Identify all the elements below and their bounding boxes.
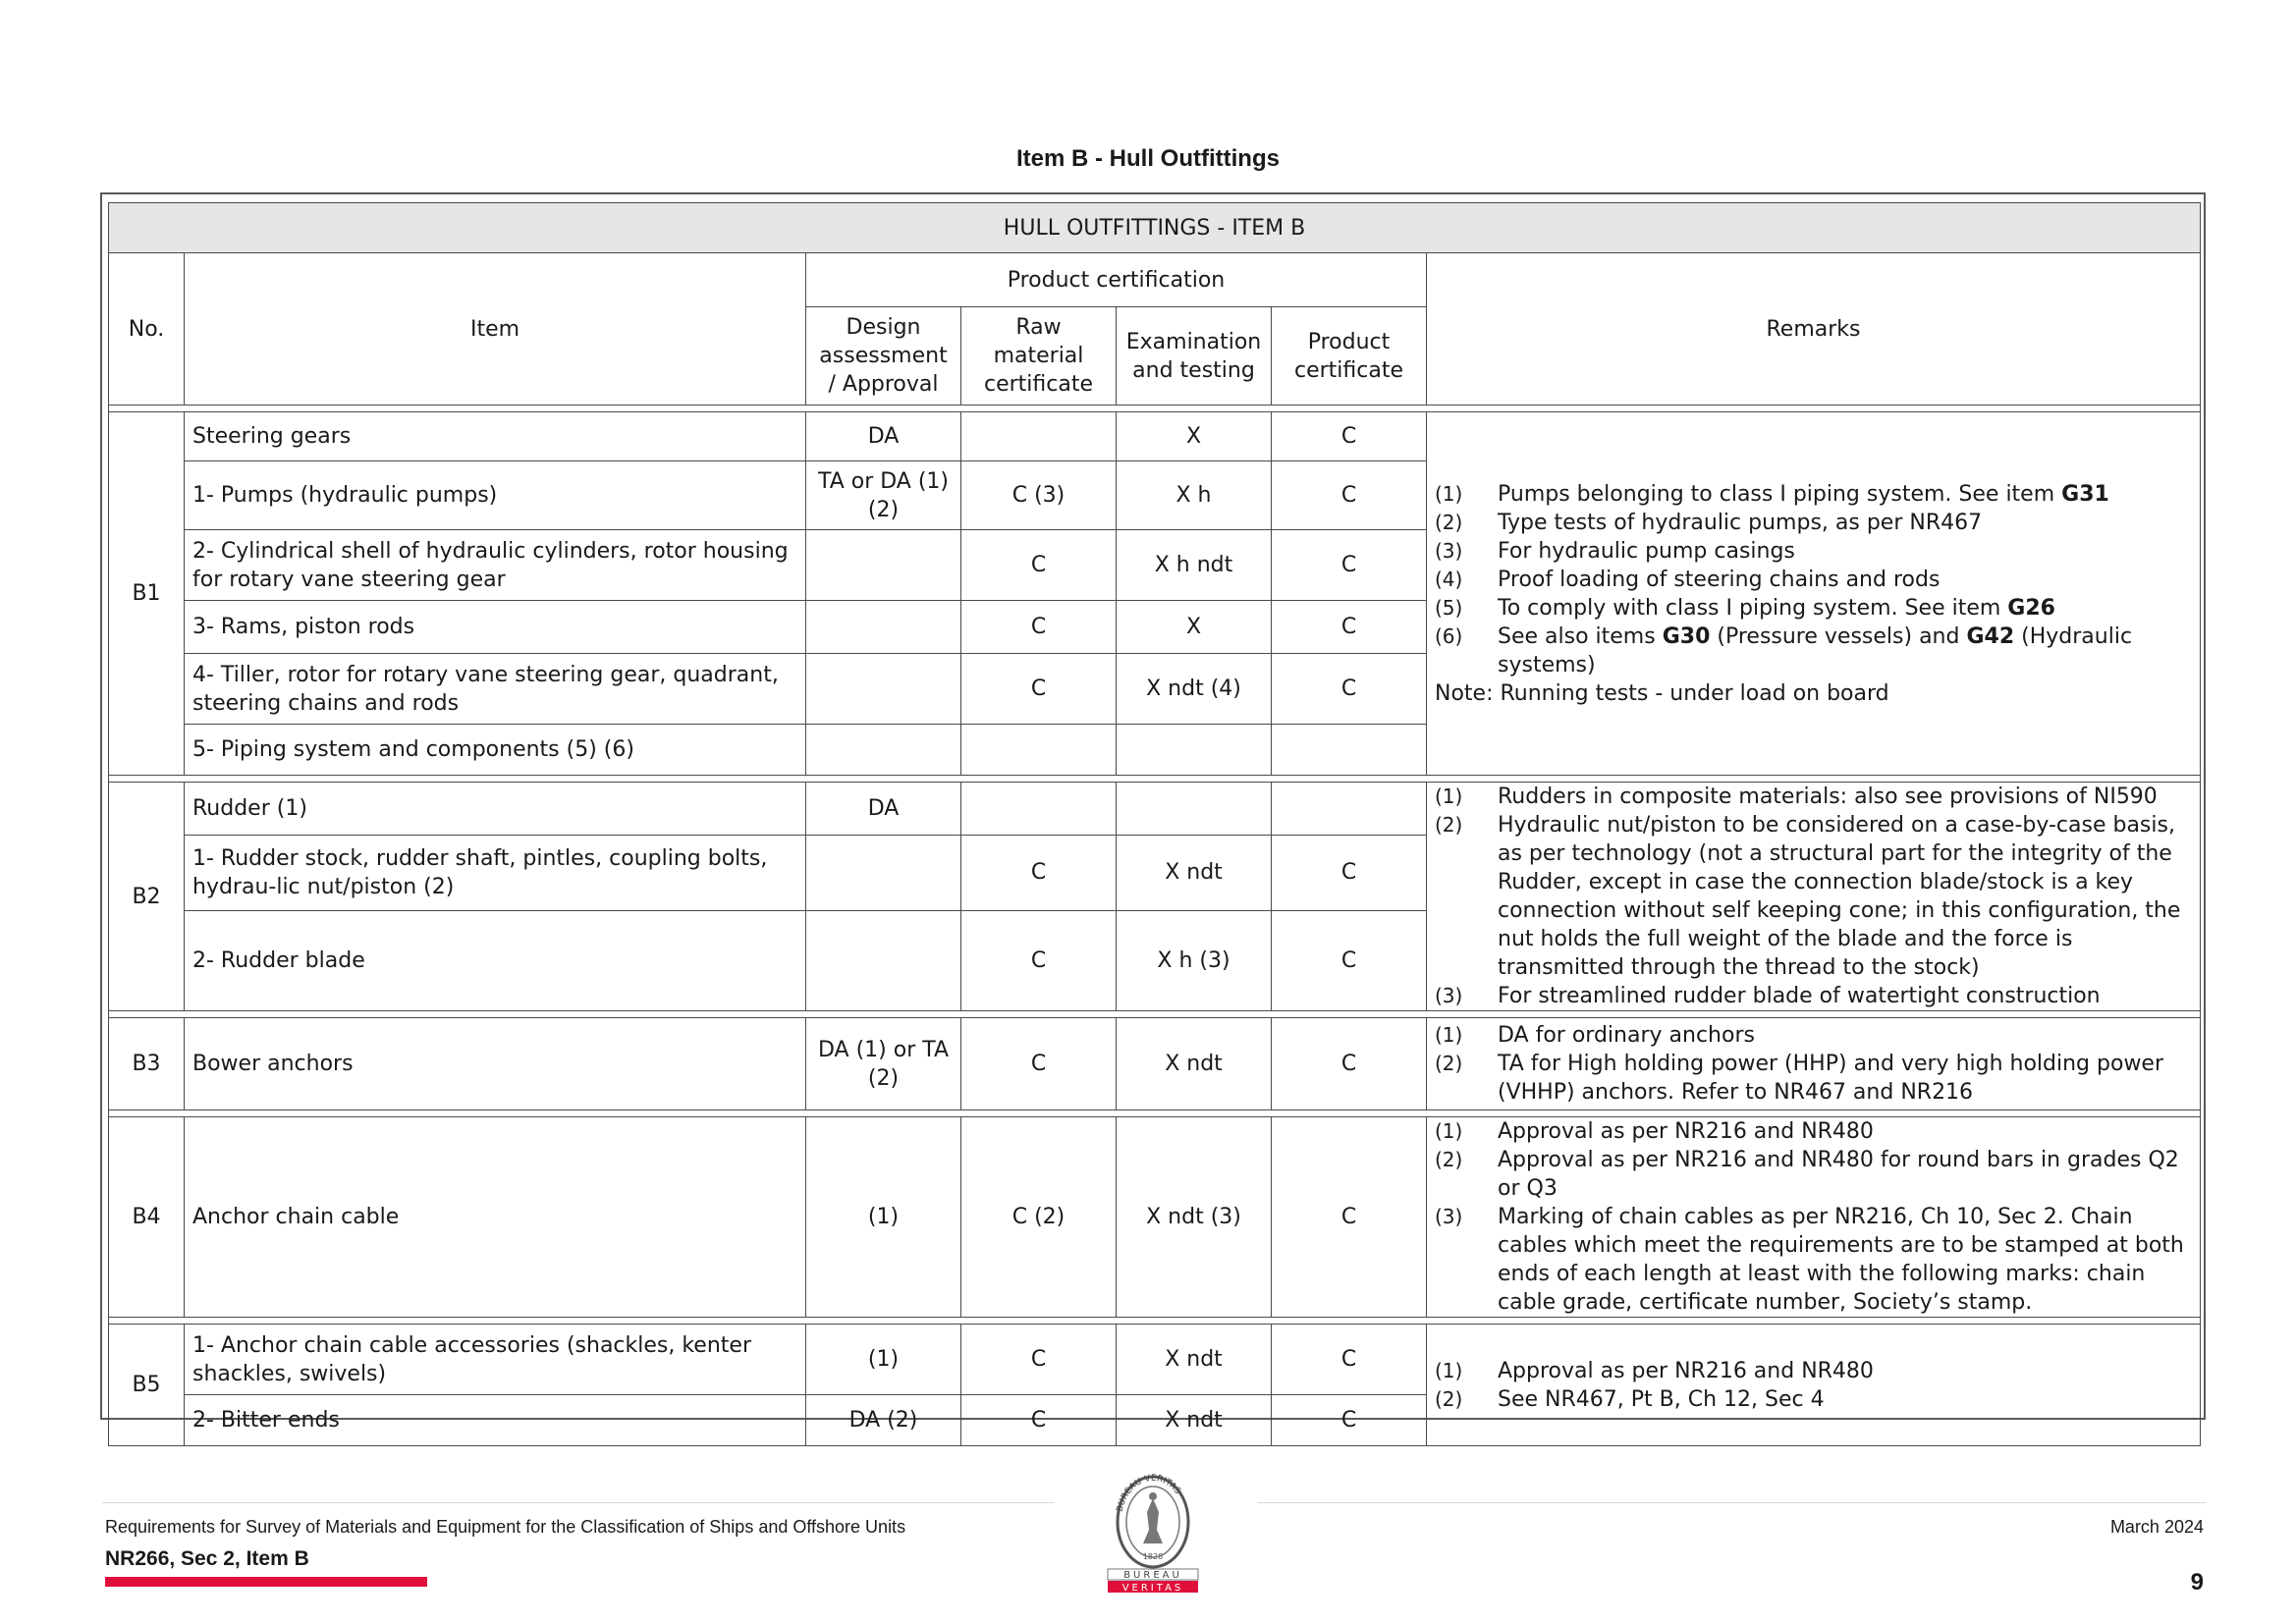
remark-line [1435, 537, 2192, 566]
group-number: B1 [109, 412, 185, 776]
exam-cell: X h [1117, 461, 1272, 530]
remark-text: (Pressure vessels) and [1710, 623, 1967, 649]
remark-number: (2) [1435, 510, 1463, 534]
cert-cell: C [1272, 835, 1427, 910]
remark-line [1435, 1021, 2192, 1050]
remark-text: (Hydraulic systems) [1498, 623, 2133, 677]
design-cell [806, 601, 961, 654]
remarks-b4 [1427, 1117, 2201, 1318]
item-cell: Anchor chain cable [185, 1117, 806, 1318]
exam-cell: X ndt [1117, 1395, 1272, 1446]
cert-cell: C [1272, 461, 1427, 530]
remark-ref: G31 [2061, 481, 2109, 507]
remark-line [1435, 1146, 2192, 1203]
exam-cell: X [1117, 412, 1272, 461]
design-cell [806, 654, 961, 725]
remark-text: Approval as per NR216 and NR480 [1498, 1119, 1874, 1144]
remark-ref: G30 [1662, 623, 1711, 649]
raw-cell: C [961, 530, 1117, 601]
cert-cell: C [1272, 1117, 1427, 1318]
remark-text: Approval as per NR216 and NR480 [1498, 1358, 1874, 1383]
group-number: B4 [109, 1117, 185, 1318]
remark-line [1435, 783, 2192, 811]
design-cell: DA (2) [806, 1395, 961, 1446]
remark-line [1435, 1385, 2192, 1414]
cert-cell [1272, 783, 1427, 836]
remark-number: (3) [1435, 1205, 1463, 1228]
raw-cell: C [961, 910, 1117, 1010]
design-cell: (1) [806, 1325, 961, 1395]
remark-line [1435, 811, 2192, 982]
cert-cell: C [1272, 1018, 1427, 1110]
header-no: No. [109, 253, 185, 406]
remark-text: Approval as per NR216 and NR480 for round bars in grades Q2 or Q3 [1498, 1148, 2179, 1201]
remark-number: (5) [1435, 595, 1463, 620]
header-examination: Examination and testing [1117, 307, 1272, 406]
raw-cell: C (3) [961, 461, 1117, 530]
remark-number: (2) [1435, 813, 1463, 837]
remark-number: (2) [1435, 1052, 1463, 1075]
remark-line [1435, 594, 2192, 622]
remark-number: (4) [1435, 567, 1463, 591]
remark-text: Proof loading of steering chains and rods [1498, 567, 1941, 592]
raw-cell: C [961, 601, 1117, 654]
item-cell: 2- Rudder blade [185, 910, 806, 1010]
remarks-b3 [1427, 1018, 2201, 1110]
exam-cell: X ndt (4) [1117, 654, 1272, 725]
design-cell [806, 910, 961, 1010]
item-cell: 1- Rudder stock, rudder shaft, pintles, coupling bolts, hydrau-lic nut/piston (2) [185, 835, 806, 910]
remark-text: Rudders in composite materials: also see provisions of NI590 [1498, 784, 2158, 809]
design-cell: DA [806, 783, 961, 836]
header-product-certificate: Product certificate [1272, 307, 1427, 406]
design-cell: (1) [806, 1117, 961, 1318]
footer-document-title: Requirements for Survey of Materials and Equipment for the Classification of Ships and Offshore Units [105, 1517, 906, 1537]
design-cell [806, 835, 961, 910]
exam-cell: X ndt [1117, 835, 1272, 910]
logo-text-bureau: BUREAU [1123, 1570, 1182, 1581]
remark-text: TA for High holding power (HHP) and very high holding power (VHHP) anchors. Refer to NR467 and NR216 [1498, 1052, 2164, 1105]
footer-date: March 2024 [2109, 1517, 2204, 1537]
logo-ring-text: BUREAU VERITAS [1115, 1473, 1182, 1513]
footer-accent-bar [105, 1577, 427, 1587]
remark-number: (3) [1435, 538, 1463, 563]
exam-cell: X [1117, 601, 1272, 654]
footer-divider [1257, 1502, 2206, 1503]
group-number: B2 [109, 783, 185, 1011]
raw-cell: C [961, 1018, 1117, 1110]
exam-cell [1117, 725, 1272, 776]
design-cell: TA or DA (1) (2) [806, 461, 961, 530]
remarks-b1 [1427, 412, 2201, 776]
logo-text-veritas: VERITAS [1121, 1583, 1184, 1593]
exam-cell: X h ndt [1117, 530, 1272, 601]
header-design-assessment: Design assessment / Approval [806, 307, 961, 406]
footer-divider [102, 1502, 1055, 1503]
bureau-veritas-logo-icon [1102, 1473, 1204, 1593]
item-cell: 5- Piping system and components (5) (6) [185, 725, 806, 776]
remark-number: (2) [1435, 1386, 1463, 1411]
item-cell: 2- Cylindrical shell of hydraulic cylinders, rotor housing for rotary vane steering gear [185, 530, 806, 601]
footer-reference: NR266, Sec 2, Item B [105, 1547, 309, 1570]
raw-cell: C [961, 1395, 1117, 1446]
header-raw-material: Raw material certificate [961, 307, 1117, 406]
exam-cell [1117, 783, 1272, 836]
item-cell: Rudder (1) [185, 783, 806, 836]
remark-ref: G42 [1966, 623, 2015, 649]
table-title: HULL OUTFITTINGS - ITEM B [109, 203, 2201, 253]
remark-text: Pumps belonging to class I piping system. See item [1498, 481, 2062, 507]
remark-number: (2) [1435, 1148, 1463, 1171]
remark-text: Type tests of hydraulic pumps, as per NR467 [1498, 510, 1983, 535]
remark-text: See also items [1498, 623, 1663, 649]
remark-note: Note: Running tests - under load on board [1435, 680, 1889, 706]
exam-cell: X ndt [1117, 1325, 1272, 1395]
raw-cell [961, 725, 1117, 776]
item-cell: 2- Bitter ends [185, 1395, 806, 1446]
exam-cell: X ndt (3) [1117, 1117, 1272, 1318]
header-product-certification: Product certification [806, 253, 1427, 307]
remark-line [1435, 1203, 2192, 1317]
remark-number: (1) [1435, 481, 1463, 506]
design-cell [806, 530, 961, 601]
remark-line [1435, 480, 2192, 509]
raw-cell: C [961, 654, 1117, 725]
remark-text: Hydraulic nut/piston to be considered on a case-by-case basis, as per technology (not a structural part for the integrity of the Rudder, except in case the connection blade/stock is a key connection without self keeping cone; in this configuration, the nut holds the full weight of the blade and the force is transmitted through the thread to the stock) [1498, 813, 2181, 980]
item-cell: 1- Pumps (hydraulic pumps) [185, 461, 806, 530]
remark-number: (1) [1435, 784, 1463, 808]
group-number: B3 [109, 1018, 185, 1110]
remark-text: See NR467, Pt B, Ch 12, Sec 4 [1498, 1386, 1825, 1412]
remark-number: (1) [1435, 1358, 1463, 1382]
item-cell: Steering gears [185, 412, 806, 461]
cert-cell: C [1272, 412, 1427, 461]
cert-cell: C [1272, 654, 1427, 725]
logo-year: 1828 [1142, 1552, 1164, 1561]
raw-cell: C (2) [961, 1117, 1117, 1318]
item-cell: Bower anchors [185, 1018, 806, 1110]
remark-number: (3) [1435, 984, 1463, 1007]
item-cell: 3- Rams, piston rods [185, 601, 806, 654]
page-title: Item B - Hull Outfittings [1016, 145, 1280, 172]
design-cell: DA [806, 412, 961, 461]
remark-text: For hydraulic pump casings [1498, 538, 1795, 564]
cert-cell: C [1272, 1395, 1427, 1446]
raw-cell: C [961, 835, 1117, 910]
header-remarks: Remarks [1427, 253, 2201, 406]
raw-cell: C [961, 1325, 1117, 1395]
design-cell [806, 725, 961, 776]
item-cell: 4- Tiller, rotor for rotary vane steering gear, quadrant, steering chains and rods [185, 654, 806, 725]
remarks-b5 [1427, 1325, 2201, 1446]
remark-text: DA for ordinary anchors [1498, 1023, 1755, 1048]
group-number: B5 [109, 1325, 185, 1446]
remark-line [1435, 1117, 2192, 1146]
design-cell: DA (1) or TA (2) [806, 1018, 961, 1110]
item-cell: 1- Anchor chain cable accessories (shackles, kenter shackles, swivels) [185, 1325, 806, 1395]
remark-line [1435, 566, 2192, 594]
remark-line [1435, 1050, 2192, 1107]
page-number: 9 [2190, 1569, 2204, 1596]
cert-cell [1272, 725, 1427, 776]
remark-ref: G26 [2007, 595, 2055, 621]
remark-line [1435, 509, 2192, 537]
remark-number: (1) [1435, 1119, 1463, 1143]
raw-cell [961, 783, 1117, 836]
hull-outfittings-table [108, 202, 2201, 1446]
remark-number: (6) [1435, 623, 1463, 648]
remark-line [1435, 982, 2192, 1010]
remark-text: For streamlined rudder blade of watertight construction [1498, 984, 2101, 1008]
remark-line [1435, 622, 2192, 679]
cert-cell: C [1272, 910, 1427, 1010]
header-item: Item [185, 253, 806, 406]
cert-cell: C [1272, 601, 1427, 654]
remarks-b2 [1427, 783, 2201, 1011]
raw-cell [961, 412, 1117, 461]
remark-text: Marking of chain cables as per NR216, Ch 10, Sec 2. Chain cables which meet the requirements are to be stamped at both ends of each length at least with the following marks: chain cable grade, certificate number, Society’s stamp. [1498, 1205, 2184, 1315]
cert-cell: C [1272, 1325, 1427, 1395]
cert-cell: C [1272, 530, 1427, 601]
remark-text: To comply with class I piping system. See item [1498, 595, 2008, 621]
exam-cell: X ndt [1117, 1018, 1272, 1110]
remark-line [1435, 1357, 2192, 1385]
exam-cell: X h (3) [1117, 910, 1272, 1010]
remark-number: (1) [1435, 1023, 1463, 1047]
